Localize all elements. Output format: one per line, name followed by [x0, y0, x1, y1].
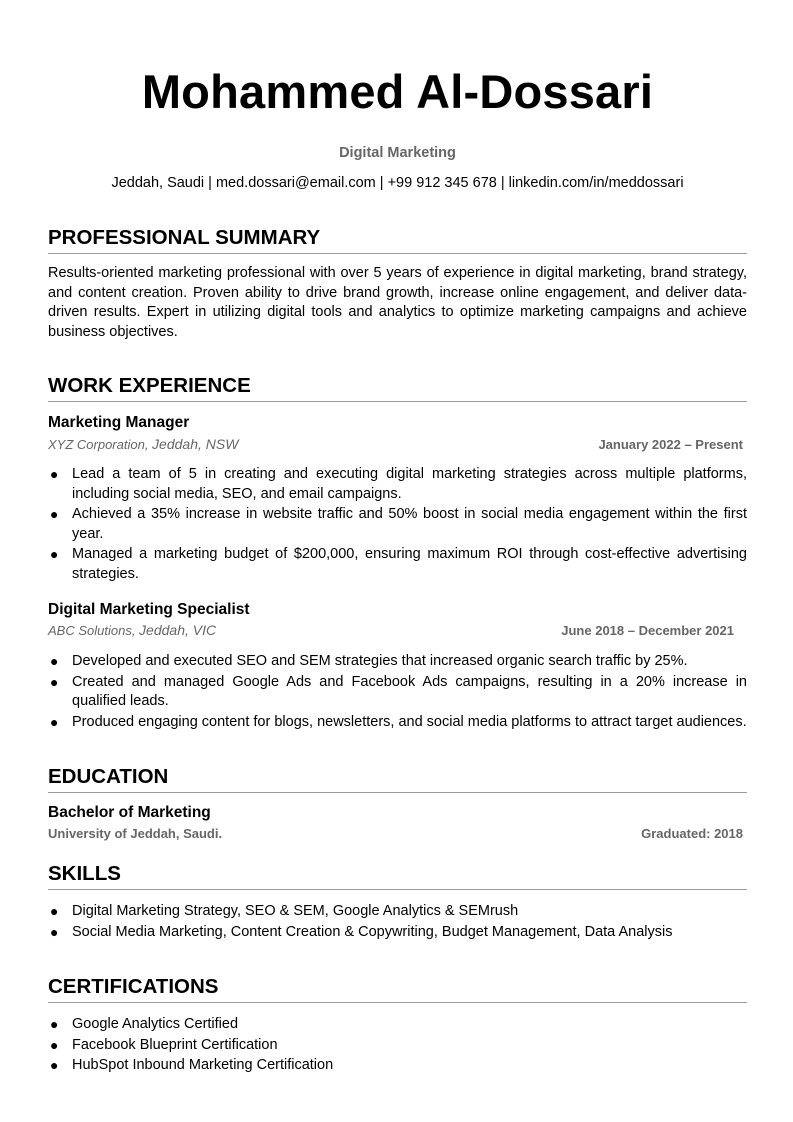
bullet-icon: ●	[50, 713, 59, 730]
list-item: ● Managed a marketing budget of $200,000, ensuring maximum ROI through cost-effective advertising strategies.	[50, 546, 747, 582]
graduation-date: Graduated: 2018	[641, 826, 743, 841]
job-company	[48, 436, 238, 452]
list-item: ● Created and managed Google Ads and Facebook Ads campaigns, resulting in a 20% increase in qualified leads.	[50, 673, 747, 710]
list-item: ● HubSpot Inbound Marketing Certification	[48, 1056, 747, 1076]
job-bullets	[48, 465, 747, 586]
list-item: ● Google Analytics Certified	[48, 1015, 747, 1035]
job-bullets	[48, 652, 747, 733]
list-item: ● Lead a team of 5 in creating and executing digital marketing strategies across multiple platforms, including social media, SEO, and email campaigns.	[50, 466, 747, 502]
school-name: University of Jeddah, Saudi.	[48, 826, 223, 841]
bullet-icon: ●	[50, 1036, 59, 1053]
list-item: ● Facebook Blueprint Certification	[48, 1036, 747, 1056]
education-heading: EDUCATION	[48, 764, 747, 793]
contact-line: Jeddah, Saudi | med.dossari@email.com | +99 912 345 678 | linkedin.com/in/meddossari	[111, 175, 684, 191]
summary-text: Results-oriented marketing professional with over 5 years of experience in digital marketing, brand strategy, and content creation. Proven ability to drive brand growth, increase online engagement, and deliver data-driven results. Expert in utilizing digital tools and analytics to optimize marketing campaigns and achieve business objectives.	[48, 265, 747, 340]
certifications-heading: CERTIFICATIONS	[48, 974, 747, 1003]
job-dates: January 2022 – Present	[598, 437, 743, 452]
summary-heading: PROFESSIONAL SUMMARY	[48, 225, 747, 254]
bullet-icon: ●	[50, 1016, 59, 1032]
company-city: Jeddah, VIC	[139, 622, 217, 638]
list-item: ● Developed and executed SEO and SEM strategies that increased organic search traffic by 25%.	[48, 652, 747, 672]
bullet-icon: ●	[50, 1057, 59, 1074]
list-item: ● Achieved a 35% increase in website traffic and 50% boost in social media engagement within the first year.	[50, 506, 747, 542]
bullet-icon: ●	[50, 653, 59, 669]
bullet-icon: ●	[50, 673, 59, 690]
job-title: Digital Marketing Specialist	[48, 601, 250, 618]
company-name: ABC Solutions,	[48, 623, 140, 638]
job-dates: June 2018 – December 2021	[561, 623, 734, 638]
job-title: Marketing Manager	[48, 414, 190, 431]
company-city: Jeddah, NSW	[152, 436, 239, 452]
company-name: XYZ Corporation,	[48, 437, 153, 452]
bullet-icon: ●	[50, 923, 59, 940]
candidate-role: Digital Marketing	[339, 145, 456, 161]
experience-heading: WORK EXPERIENCE	[48, 373, 747, 402]
list-item: ● Social Media Marketing, Content Creation & Copywriting, Budget Management, Data Analysis	[48, 923, 747, 943]
bullet-icon: ●	[50, 903, 59, 919]
skills-list	[48, 902, 747, 943]
degree-title: Bachelor of Marketing	[48, 804, 211, 821]
bullet-icon: ●	[50, 466, 59, 482]
candidate-name: Mohammed Al-Dossari	[141, 65, 654, 118]
list-item: ● Produced engaging content for blogs, newsletters, and social media platforms to attract target audiences.	[48, 713, 747, 733]
skills-heading: SKILLS	[48, 861, 747, 890]
bullet-icon: ●	[50, 546, 59, 563]
list-item: ● Digital Marketing Strategy, SEO & SEM, Google Analytics & SEMrush	[48, 902, 747, 922]
job-company	[48, 622, 216, 638]
certifications-list	[48, 1015, 747, 1077]
bullet-icon: ●	[50, 506, 59, 523]
